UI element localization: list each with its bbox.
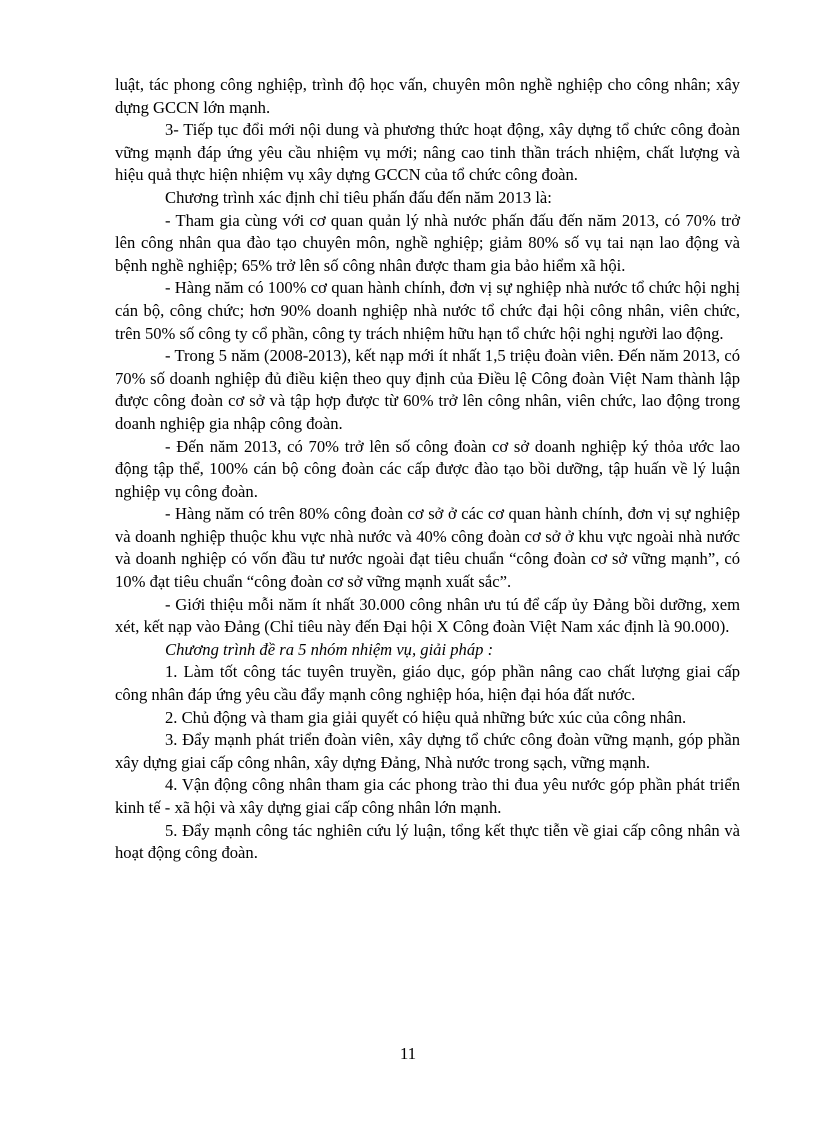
paragraph-task-3: 3. Đẩy mạnh phát triển đoàn viên, xây dựng tổ chức công đoàn vững mạnh, góp phần xây dựng giai cấp công nhân, xây dựng Đảng, Nhà nước trong sạch, vững mạnh.: [115, 730, 740, 772]
paragraph-target-party: - Giới thiệu mỗi năm ít nhất 30.000 công nhân ưu tú để cấp ủy Đảng bồi dưỡng, xem xét, kết nạp vào Đảng (Chỉ tiêu này đến Đại hội X Công đoàn Việt Nam xác định là 90.000).: [115, 594, 740, 637]
paragraph-task-5: 5. Đẩy mạnh công tác nghiên cứu lý luận, tổng kết thực tiễn về giai cấp công nhân và hoạt động công đoàn.: [115, 820, 740, 863]
paragraph-task-2: 2. Chủ động và tham gia giải quyết có hiệu quả những bức xúc của công nhân.: [165, 707, 687, 727]
body-text: [115, 74, 740, 865]
paragraph-target-conferences: - Hàng năm có 100% cơ quan hành chính, đơn vị sự nghiệp nhà nước tổ chức hội nghị cán bộ, công chức; hơn 90% doanh nghiệp nhà nước tổ chức đại hội công nhân, viên chức, trên 50% số công ty cổ phần, công ty trách nhiệm hữu hạn tổ chức hội nghị người lao động.: [115, 278, 740, 343]
page-number: 11: [399, 1044, 417, 1063]
paragraph-continuation: luật, tác phong công nghiệp, trình độ học vấn, chuyên môn nghề nghiệp cho công nhân; xây dựng GCCN lớn mạnh.: [115, 75, 740, 117]
paragraph-targets-intro: Chương trình xác định chỉ tiêu phấn đấu đến năm 2013 là:: [165, 187, 552, 207]
paragraph-target-strong-unions: - Hàng năm có trên 80% công đoàn cơ sở ở các cơ quan hành chính, đơn vị sự nghiệp và doanh nghiệp thuộc khu vực nhà nước và 40% công đoàn cơ sở ở khu vực ngoài nhà nước và doanh nghiệp có vốn đầu tư nước ngoài đạt tiêu chuẩn “công đoàn cơ sở vững mạnh”, có 10% đạt tiêu chuẩn “công đoàn cơ sở vững mạnh xuất sắc”.: [115, 504, 740, 592]
paragraph-tasks-intro: Chương trình đề ra 5 nhóm nhiệm vụ, giải pháp :: [165, 639, 494, 659]
paragraph-target-training: - Tham gia cùng với cơ quan quản lý nhà nước phấn đấu đến năm 2013, có 70% trở lên công nhân qua đào tạo chuyên môn, nghề nghiệp; giảm 80% số vụ tai nạn lao động và bệnh nghề nghiệp; 65% trở lên số công nhân được tham gia bảo hiểm xã hội.: [115, 210, 740, 275]
paragraph-task-4: 4. Vận động công nhân tham gia các phong trào thi đua yêu nước góp phần phát triển kinh tế - xã hội và xây dựng giai cấp công nhân lớn mạnh.: [115, 775, 740, 817]
paragraph-target-agreements: - Đến năm 2013, có 70% trở lên số công đoàn cơ sở doanh nghiệp ký thỏa ước lao động tập thể, 100% cán bộ công đoàn các cấp được đào tạo bồi dưỡng, tập huấn về lý luận nghiệp vụ công đoàn.: [115, 436, 740, 501]
paragraph-task-1: 1. Làm tốt công tác tuyên truyền, giáo dục, góp phần nâng cao chất lượng giai cấp công nhân đáp ứng yêu cầu đẩy mạnh công nghiệp hóa, hiện đại hóa đất nước.: [115, 662, 740, 705]
paragraph-target-membership: - Trong 5 năm (2008-2013), kết nạp mới ít nhất 1,5 triệu đoàn viên. Đến năm 2013, có 70% số doanh nghiệp đủ điều kiện theo quy định của Điều lệ Công đoàn Việt Nam thành lập được công đoàn cơ sở và tập hợp được từ 60% trở lên công nhân, viên chức, lao động trong doanh nghiệp gia nhập công đoàn.: [115, 346, 740, 433]
paragraph-item-3: 3- Tiếp tục đổi mới nội dung và phương thức hoạt động, xây dựng tổ chức công đoàn vững mạnh đáp ứng yêu cầu nhiệm vụ mới; nâng cao tinh thần trách nhiệm, chất lượng và hiệu quả thực hiện nhiệm vụ xây dựng GCCN của tổ chức công đoàn.: [115, 120, 740, 185]
